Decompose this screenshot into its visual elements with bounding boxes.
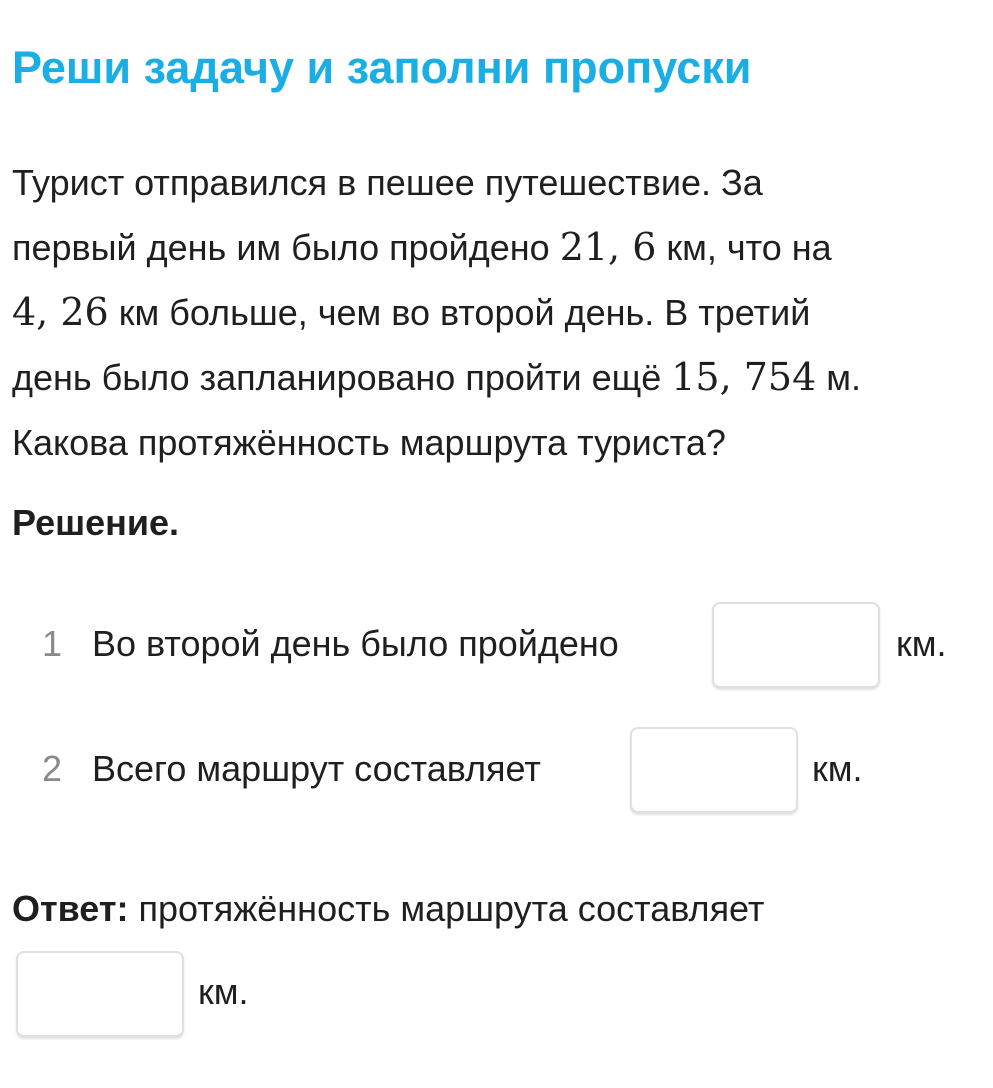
problem-text: первый день им было пройдено — [12, 227, 560, 268]
problem-line — [12, 215, 982, 280]
answer-text: протяжённость маршрута составляет — [128, 888, 765, 929]
answer-line — [12, 885, 764, 933]
step-number: 2 — [42, 748, 63, 789]
problem-line — [12, 280, 982, 345]
answer-input[interactable] — [16, 951, 184, 1037]
problem-text: км, что на — [656, 227, 832, 268]
answer-label: Ответ: — [12, 888, 129, 929]
problem-line — [12, 150, 982, 215]
day2-distance-input[interactable] — [712, 602, 880, 688]
page-title: Реши задачу и заполни пропуски — [12, 42, 752, 93]
total-route-input[interactable] — [630, 727, 798, 813]
answer-unit-label: км. — [198, 971, 249, 1012]
problem-text: км больше, чем во второй день. В третий — [108, 292, 811, 333]
problem-line — [12, 410, 982, 475]
step-text: Во второй день было пройдено — [92, 623, 619, 664]
step-text: Всего маршрут составляет — [92, 748, 541, 789]
problem-text: Турист отправился в пешее путешествие. За — [12, 162, 763, 203]
distance-day1-value: 21, 6 — [559, 225, 657, 269]
unit-label: км. — [896, 623, 947, 664]
solution-heading: Решение. — [12, 502, 180, 543]
problem-question: Какова протяжённость маршрута туриста? — [12, 422, 726, 463]
distance-day3-value: 15, 754 — [671, 355, 817, 399]
problem-line — [12, 345, 982, 410]
step-number: 1 — [42, 623, 63, 664]
solution-step-1 — [0, 602, 993, 686]
difference-value: 4, 26 — [12, 290, 109, 334]
problem-text: день было запланировано пройти ещё — [12, 357, 672, 398]
problem-statement — [12, 150, 982, 475]
solution-step-2 — [0, 727, 993, 811]
unit-label: км. — [812, 748, 863, 789]
problem-text: м. — [816, 357, 862, 398]
